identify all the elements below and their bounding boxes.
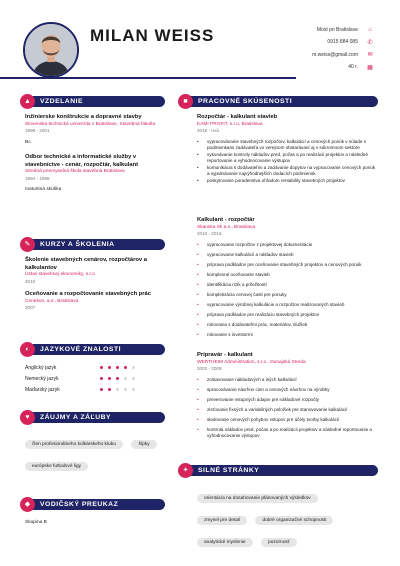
graduation-cap-icon: ▲ [20,94,35,109]
section-title: KURZY A ŠKOLENIA [40,240,115,248]
education-school: Slovenská technická univerzita v Bratislave, Stavebná fakulta [25,121,156,127]
job-bullet: • príprava podkladov pre oceňovanie stavebných projektov a cenových ponúk [197,262,377,269]
job-bullet: • vypracovanie kalkulácií a nákladov stavieb [197,252,377,259]
interest-tag: európske futbalové ligy [25,462,88,471]
level-dot-filled [108,366,111,369]
education-degree: maturitná skúška [25,187,62,192]
level-dot-empty [124,377,127,380]
section-title: PRACOVNÉ SKÚSENOSTI [198,97,293,105]
education-school: Stredná priemyselná škola stavebná Bratislava [25,169,125,174]
job-bullet: • komplexné oceňovanie stavieb [197,272,377,279]
calendar-icon: ▦ [367,64,373,71]
job-bullet: • preverovanie vstupných údajov pre nákladové rozpočty [197,397,377,404]
job-bullet: • vykonávanie kontroly nákladov pred, počas a po realizácii projektov a následné reportovanie a vyhodnocovanie výstupov [197,152,377,165]
level-dot-empty [132,366,135,369]
education-item [25,114,160,146]
level-dot-filled [116,377,119,380]
language-row [25,373,160,384]
education-dates: 1998 - 2001 [25,128,50,133]
course-provider: Cenekon, a.s., Bratislava [25,298,79,304]
license-value: Skupina B [25,520,47,525]
job-company: KAMI PROFIT, s.r.o, Bratislava [197,121,263,127]
job-bullet: • vypracovanie rozpočtov z projektovej dokumentácie [197,242,377,249]
job-item [197,114,377,184]
contact-text: Most pri Bratislave [316,26,358,33]
education-title: Inžinierske konštrukcie a dopravné stavby [25,114,142,120]
briefcase-icon: ■ [178,94,193,109]
section-header-interests [25,412,165,423]
job-bullet: • vypracovávanie stavebných rozpočtov, kalkulácií a cenových ponúk v súlade s podmienkami zadávateľa vo verejnom obstarávaní aj v súkromnom sektore [197,139,377,152]
car-icon: ◆ [20,497,35,512]
contact-list [254,24,374,74]
job-dates: 2002 - 2009 [197,366,222,371]
section-header-license [25,499,165,510]
strength-tag: pozornosť [261,538,297,547]
contact-age [254,62,374,73]
level-dot-filled [100,377,103,380]
level-dot-filled [100,388,103,391]
strength-tag: analytické myslenie [197,538,253,547]
job-title: Kalkulant - rozpočtár [197,217,255,223]
course-title: Oceňovanie a rozpočtovanie stavebných prác [25,291,151,297]
job-bullets [197,242,377,339]
section-header-courses [25,239,165,250]
languages-list [25,362,160,395]
job-bullets [197,377,377,440]
license-section [25,520,160,527]
language-row [25,362,160,373]
contact-phone [254,37,374,48]
language-name: Anglický jazyk [25,364,57,371]
job-company: WERTHEIM Administration, s.r.o., Dunajská Streda [197,359,306,365]
level-dot-empty [132,388,135,391]
job-item [197,217,377,342]
level-dot-filled [116,366,119,369]
job-bullet: • spracovávanie návrhov cien a cenových návrhov na výrobky [197,387,377,394]
job-bullet: • príprava podkladov pre realizáciu stavebných projektov [197,312,377,319]
job-title: Rozpočtár - kalkulant stavieb [197,114,278,120]
section-title: VODIČSKÝ PREUKAZ [40,500,119,508]
level-dot-empty [132,377,135,380]
course-provider: Ústav stavebnej ekonomiky, s.r.o [25,272,95,277]
contact-text: 40 r. [348,64,358,71]
home-icon: ⌂ [368,26,372,33]
header-underline [0,77,296,79]
language-level [100,388,135,391]
course-item [25,257,160,285]
job-bullet: • zisťovanie fixných a variabilných položiek pre stanovovanie kalkulácií [197,407,377,414]
education-item [25,154,160,194]
strength-tag: dobré organizačné schopnosti [255,516,333,525]
language-name: Maďarský jazyk [25,386,60,393]
job-bullet: • sledovanie cenových pohybov vstupov pre účely tvorby kalkulácií [197,417,377,424]
candidate-name: MILAN WEISS [90,26,215,45]
language-name: Nemecký jazyk [25,375,59,382]
job-bullet: • rokovanie s investormi [197,332,377,339]
strengths-tags [197,486,382,552]
language-row [25,384,160,395]
course-item [25,291,160,312]
level-dot-empty [124,388,127,391]
course-dates: 2010 [25,278,36,284]
interest-tag: člen profesionálneho kolkárskeho klubu [25,440,123,449]
contact-text: 0915 884 085 [327,39,358,46]
strength-tag: zmysel pre detail [197,516,247,525]
level-dot-filled [124,366,127,369]
interests-tags [25,432,165,476]
job-bullet: • komunikácia s dodávateľmi a zadávanie dopytov na vypracovanie cenových ponúk a vyjednávanie najvýhodnejších dodacích podmienok [197,165,377,178]
level-dot-filled [108,388,111,391]
section-header-strengths [183,465,378,476]
education-dates: 1994 - 1998 [25,175,50,181]
course-dates: 2007 [25,305,36,310]
certificate-icon: ✎ [20,237,35,252]
section-header-experience [183,96,378,107]
interest-tag: šípky [131,440,156,449]
strength-tag: orientácia na dosahovanie plánovaných výsledkov [197,494,318,503]
job-bullets [197,139,377,185]
contact-text[interactable]: m.weiss@gmail.com [312,51,358,58]
phone-icon: ✆ [367,39,373,46]
job-bullet: • zostavovanie nákladových a iných kalkulácií [197,377,377,384]
section-title: ZÁUJMY A ZÁĽUBY [40,413,112,421]
section-header-languages [25,344,165,355]
level-dot-filled [108,377,111,380]
job-dates: 2010 - 2016 [197,231,222,236]
education-section [25,114,160,194]
email-icon: ✉ [367,52,373,59]
courses-section [25,257,160,312]
job-bullet: • identifikácia rizík a príležitostí [197,282,377,289]
job-bullet: • kontrola nákladov pred, počas a po realizácii projektov a následné reportovanie a vyhodnocovanie výstupov [197,427,377,440]
job-item [197,352,377,443]
language-level [100,366,135,369]
section-title: SILNÉ STRÁNKY [198,466,260,474]
person-photo-icon [25,24,77,76]
job-company: Skanska Sk a.s., Bratislava [197,224,256,230]
language-level [100,377,135,380]
job-bullet: • vypracovanie výrobnej kalkulácie a rozpočtov realizovaných stavieb [197,302,377,309]
level-dot-empty [116,388,119,391]
course-title: Školenie stavebných cenárov, rozpočtárov a kalkulantov [25,257,147,271]
section-title: JAZYKOVÉ ZNALOSTI [40,345,122,353]
globe-icon: ◐ [20,342,35,357]
job-dates: 2016 - trvá [197,128,219,133]
job-title: Prípravár - kalkulant [197,352,253,358]
heart-icon: ♥ [20,410,35,425]
education-title: Odbor technické a informatické služby v stavebníctve - cenár, rozpočtár, kalkulant [25,154,139,168]
job-bullet: • rokovania s dodávateľmi prác, materiálov, služieb [197,322,377,329]
wrench-icon: ✦ [178,463,193,478]
job-bullet: • poskytovanie poradenstva ohľadom rentability stavebných projektov [197,178,377,185]
profile-photo [23,22,79,78]
contact-address [254,24,374,35]
level-dot-filled [100,366,103,369]
contact-email[interactable] [254,49,374,60]
job-bullet: • kompletizácia cenovej časti pre ponuky [197,292,377,299]
education-degree: Bc. [25,139,32,145]
section-title: VZDELANIE [40,97,84,105]
section-header-education [25,96,165,107]
